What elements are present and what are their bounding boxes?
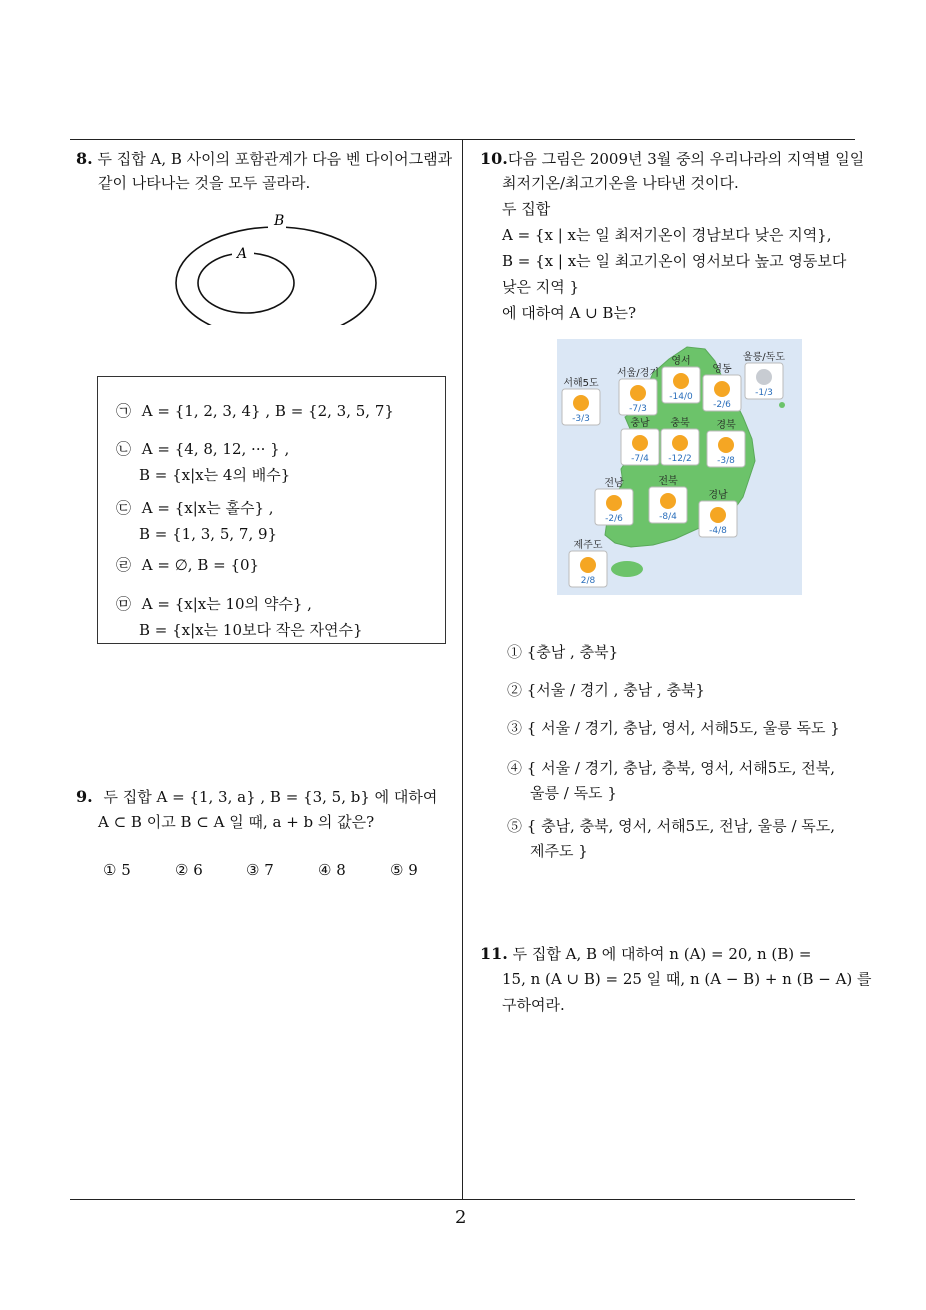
weather-temp: 2/8: [580, 576, 596, 586]
venn-label-b: B: [274, 213, 285, 229]
weather-cell: [743, 351, 785, 399]
option-mark: ㉠: [116, 402, 132, 420]
map-jeju-island: [611, 561, 643, 577]
q10-choice-3[interactable]: ③ { 서울 / 경기, 충남, 영서, 서해5도, 울릉 독도 }: [507, 719, 840, 737]
weather-region-name: 전남: [604, 478, 624, 489]
option-text: A = {x|x는 홀수} ,: [141, 499, 274, 517]
weather-temp: -2/6: [713, 400, 731, 410]
venn-label-a: A: [237, 246, 248, 262]
q8-option-3-line2: B = {1, 3, 5, 7, 9}: [139, 525, 278, 543]
q8-option-4: [116, 553, 259, 578]
q10-line7: 에 대하여 A ∪ B는?: [502, 304, 636, 322]
sun-icon: [718, 437, 734, 453]
q9-choice-1[interactable]: ① 5: [103, 861, 131, 879]
q9-stem: [76, 784, 437, 810]
sun-icon: [632, 435, 648, 451]
q9-number: 9.: [76, 787, 93, 806]
venn-set-b: [176, 227, 376, 325]
weather-temp: -8/4: [659, 512, 677, 522]
q8-option-5-line2: B = {x|x는 10보다 작은 자연수}: [139, 621, 363, 639]
weather-region-name: 울릉/독도: [742, 352, 786, 363]
weather-cell: [562, 376, 600, 425]
weather-temp: -12/2: [668, 454, 692, 464]
q10-number: 10.: [480, 149, 508, 168]
weather-region-name: 전북: [658, 476, 678, 487]
sun-icon: [630, 385, 646, 401]
option-mark: ㉤: [116, 595, 132, 613]
q10-choice-4-line2: 울릉 / 독도 }: [530, 784, 617, 802]
sun-icon: [672, 435, 688, 451]
weather-cell: [617, 366, 659, 415]
column-divider: [462, 139, 463, 1200]
q11-number: 11.: [480, 944, 508, 963]
q8-line1: 두 집합 A, B 사이의 포함관계가 다음 벤 다이어그램과: [97, 150, 453, 168]
weather-region-name: 충북: [670, 418, 690, 429]
option-text: A = {4, 8, 12, ··· } ,: [141, 440, 290, 458]
sun-icon: [660, 493, 676, 509]
weather-region-name: 경북: [716, 420, 736, 431]
q8-stem: [76, 146, 452, 172]
q9-choice-2[interactable]: ② 6: [175, 861, 203, 879]
sun-cloud-icon: [580, 557, 596, 573]
q10-choice-4[interactable]: ④ { 서울 / 경기, 충남, 충북, 영서, 서해5도, 전북,: [507, 759, 836, 777]
weather-temp: -7/3: [629, 404, 647, 414]
q11-line2: 15, n (A ∪ B) = 25 일 때, n (A − B) + n (B − A) 를: [502, 970, 872, 988]
weather-temp: -2/6: [605, 514, 623, 524]
q10-line3: 두 집합: [502, 200, 551, 218]
q8-line2: 같이 나타나는 것을 모두 골라라.: [98, 174, 311, 192]
sun-icon: [714, 381, 730, 397]
option-mark: ㉢: [116, 499, 132, 517]
q8-option-2-line2: B = {x|x는 4의 배수}: [139, 466, 291, 484]
q11-stem: [480, 941, 811, 967]
q10-choice-5[interactable]: ⑤ { 충남, 충북, 영서, 서해5도, 전남, 울릉 / 독도,: [507, 817, 836, 835]
option-text: A = {1, 2, 3, 4} , B = {2, 3, 5, 7}: [141, 402, 394, 420]
option-mark: ㉡: [116, 440, 132, 458]
q8-option-5: [116, 592, 312, 617]
weather-region-name: 영동: [712, 364, 732, 375]
sun-icon: [606, 495, 622, 511]
venn-diagram: [170, 205, 385, 325]
weather-temp: -3/8: [717, 456, 735, 466]
weather-region-name: 서울/경기: [616, 368, 660, 379]
cloud-icon: [756, 369, 772, 385]
q9-line1: 두 집합 A = {1, 3, a} , B = {3, 5, b} 에 대하여: [103, 788, 438, 806]
sun-icon: [573, 395, 589, 411]
weather-region-name: 제주도: [573, 540, 603, 551]
weather-temp: -7/4: [631, 454, 649, 464]
weather-temp: -4/8: [709, 526, 727, 536]
weather-temp: -14/0: [669, 392, 693, 402]
q9-choice-5[interactable]: ⑤ 9: [390, 861, 418, 879]
q9-choice-4[interactable]: ④ 8: [318, 861, 346, 879]
q10-choice-5-line2: 제주도 }: [530, 842, 588, 860]
q8-option-2: [116, 437, 289, 462]
q8-number: 8.: [76, 149, 93, 168]
page-number: 2: [455, 1207, 467, 1228]
q10-choice-1[interactable]: ① {충남 , 충북}: [507, 643, 619, 661]
q9-choice-3[interactable]: ③ 7: [246, 861, 274, 879]
q10-line1: 다음 그림은 2009년 3월 중의 우리나라의 지역별 일일: [507, 150, 865, 168]
weather-temp: -1/3: [755, 388, 773, 398]
q8-option-1: [116, 399, 394, 424]
q11-line1: 두 집합 A, B 에 대하여 n (A) = 20, n (B) =: [512, 945, 812, 963]
weather-map: [557, 339, 802, 595]
q9-line2: A ⊂ B 이고 B ⊂ A 일 때, a + b 의 값은?: [98, 813, 375, 831]
q10-line6: 낮은 지역 }: [502, 278, 580, 296]
weather-temp: -3/3: [572, 414, 590, 424]
weather-region-name: 충남: [630, 418, 650, 429]
sun-icon: [673, 373, 689, 389]
bottom-rule: [70, 1199, 855, 1200]
weather-region-name: 서해5도: [563, 378, 599, 389]
weather-region-name: 영서: [671, 356, 691, 367]
q10-line2: 최저기온/최고기온을 나타낸 것이다.: [502, 174, 739, 192]
venn-set-a: [198, 253, 294, 313]
q10-stem: [480, 146, 864, 172]
option-mark: ㉣: [116, 556, 132, 574]
q10-line4: A = {x | x는 일 최저기온이 경남보다 낮은 지역},: [502, 226, 832, 244]
map-ulleung-island: [779, 402, 785, 408]
option-text: A = ∅, B = {0}: [141, 556, 260, 574]
weather-cell: [569, 538, 607, 587]
q10-choice-2[interactable]: ② {서울 / 경기 , 충남 , 충북}: [507, 681, 705, 699]
sun-icon: [710, 507, 726, 523]
q8-option-3: [116, 496, 274, 521]
q11-line3: 구하여라.: [502, 996, 565, 1014]
weather-region-name: 경남: [708, 490, 728, 501]
option-text: A = {x|x는 10의 약수} ,: [141, 595, 312, 613]
q10-line5: B = {x | x는 일 최고기온이 영서보다 높고 영동보다: [502, 252, 847, 270]
